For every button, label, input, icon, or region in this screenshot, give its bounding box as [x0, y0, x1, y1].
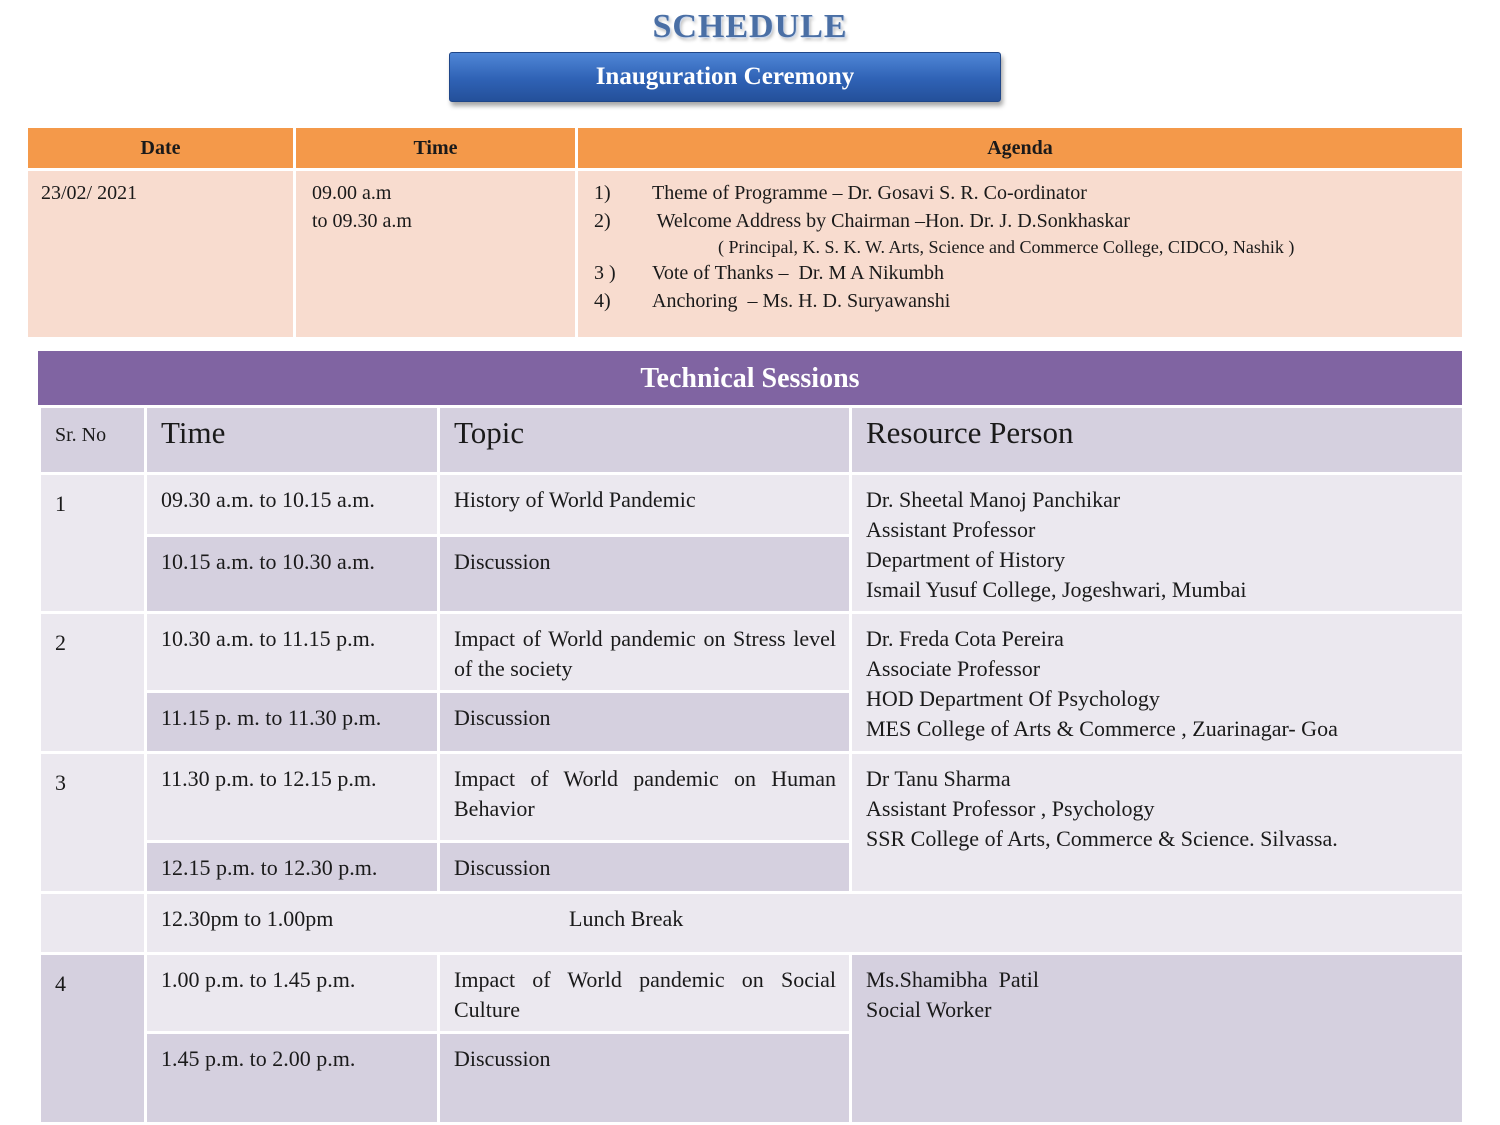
- session-topic: Impact of World pandemic on Stress level of the society: [439, 613, 851, 692]
- resource-person-header: Resource Person: [851, 407, 1464, 474]
- person-line: Associate Professor: [866, 656, 1041, 681]
- agenda-item-text: Anchoring – Ms. H. D. Suryawanshi: [652, 290, 951, 312]
- topic-header: Topic: [439, 407, 851, 474]
- person-line: Dr. Sheetal Manoj Panchikar: [866, 487, 1121, 512]
- agenda-item-text: Vote of Thanks – Dr. M A Nikumbh: [652, 262, 945, 284]
- session-topic: Discussion: [439, 842, 851, 893]
- session-time: 1.45 p.m. to 2.00 p.m.: [146, 1033, 439, 1124]
- srno-header: Sr. No: [40, 407, 146, 474]
- person-line: Ismail Yusuf College, Jogeshwari, Mumbai: [866, 577, 1247, 602]
- time-header: Time: [146, 407, 439, 474]
- agenda-item-text: Welcome Address by Chairman –Hon. Dr. J. D.Sonkhaskar: [652, 210, 1130, 232]
- person-line: Assistant Professor: [866, 517, 1036, 542]
- session-number: 3: [40, 753, 146, 893]
- agenda-item-number: 4): [594, 290, 611, 312]
- agenda-subnote: ( Principal, K. S. K. W. Arts, Science and Commerce College, CIDCO, Nashik ): [718, 237, 1295, 257]
- agenda-item: [594, 259, 1449, 287]
- lunch-cell: [146, 893, 1464, 954]
- session-number: 2: [40, 613, 146, 753]
- resource-person: [851, 753, 1464, 893]
- lunch-srno: [40, 893, 146, 954]
- session-row: [40, 474, 1464, 536]
- inauguration-table: [25, 125, 1465, 340]
- session-time: 1.00 p.m. to 1.45 p.m.: [146, 954, 439, 1033]
- inauguration-row: [27, 170, 1464, 339]
- session-time: 10.15 a.m. to 10.30 a.m.: [146, 536, 439, 613]
- time-line-2: to 09.30 a.m: [312, 210, 412, 232]
- session-row: [40, 954, 1464, 1033]
- agenda-item: [594, 179, 1449, 207]
- resource-person: [851, 613, 1464, 753]
- person-line: Department of History: [866, 547, 1066, 572]
- session-row: [40, 613, 1464, 692]
- schedule-title: SCHEDULE: [652, 8, 848, 45]
- session-topic: Discussion: [439, 1033, 851, 1124]
- person-line: SSR College of Arts, Commerce & Science. Silvassa.: [866, 826, 1338, 851]
- technical-sessions-title: Technical Sessions: [38, 351, 1462, 405]
- date-header: Date: [27, 127, 295, 170]
- person-line: Ms.Shamibha Patil: [866, 967, 1039, 992]
- person-line: Social Worker: [866, 997, 992, 1022]
- inauguration-agenda: [577, 170, 1464, 339]
- inauguration-time: [295, 170, 577, 339]
- session-topic: Impact of World pandemic on Human Behavior: [439, 753, 851, 842]
- person-line: HOD Department Of Psychology: [866, 686, 1160, 711]
- session-time: 09.30 a.m. to 10.15 a.m.: [146, 474, 439, 536]
- session-time: 12.15 p.m. to 12.30 p.m.: [146, 842, 439, 893]
- agenda-item: [594, 287, 1449, 315]
- sessions-header-row: [40, 407, 1464, 474]
- person-line: Assistant Professor , Psychology: [866, 796, 1155, 821]
- lunch-row: [40, 893, 1464, 954]
- agenda-item-number: 2): [594, 210, 611, 232]
- session-row: [40, 753, 1464, 842]
- person-line: Dr. Freda Cota Pereira: [866, 626, 1064, 651]
- session-number: 1: [40, 474, 146, 613]
- agenda-item-number: 3 ): [594, 262, 616, 284]
- lunch-time: 12.30pm to 1.00pm: [161, 906, 334, 931]
- person-line: MES College of Arts & Commerce , Zuarinagar- Goa: [866, 716, 1338, 741]
- inauguration-header-row: [27, 127, 1464, 170]
- time-line-1: 09.00 a.m: [312, 182, 392, 204]
- person-line: Dr Tanu Sharma: [866, 766, 1011, 791]
- inauguration-date: 23/02/ 2021: [27, 170, 295, 339]
- agenda-item-number: 1): [594, 182, 611, 204]
- resource-person: [851, 954, 1464, 1124]
- agenda-item: [594, 207, 1449, 235]
- resource-person: [851, 474, 1464, 613]
- session-time: 11.30 p.m. to 12.15 p.m.: [146, 753, 439, 842]
- agenda-item-text: Theme of Programme – Dr. Gosavi S. R. Co-ordinator: [652, 182, 1087, 204]
- time-header: Time: [295, 127, 577, 170]
- agenda-header: Agenda: [577, 127, 1464, 170]
- lunch-label: Lunch Break: [569, 906, 684, 931]
- session-topic: Discussion: [439, 536, 851, 613]
- session-time: 10.30 a.m. to 11.15 p.m.: [146, 613, 439, 692]
- technical-sessions-table: [38, 405, 1465, 1125]
- session-time: 11.15 p. m. to 11.30 p.m.: [146, 692, 439, 753]
- session-topic: Impact of World pandemic on Social Culture: [439, 954, 851, 1033]
- session-topic: History of World Pandemic: [439, 474, 851, 536]
- session-topic: Discussion: [439, 692, 851, 753]
- inauguration-banner: Inauguration Ceremony: [449, 52, 1001, 102]
- session-number: 4: [40, 954, 146, 1124]
